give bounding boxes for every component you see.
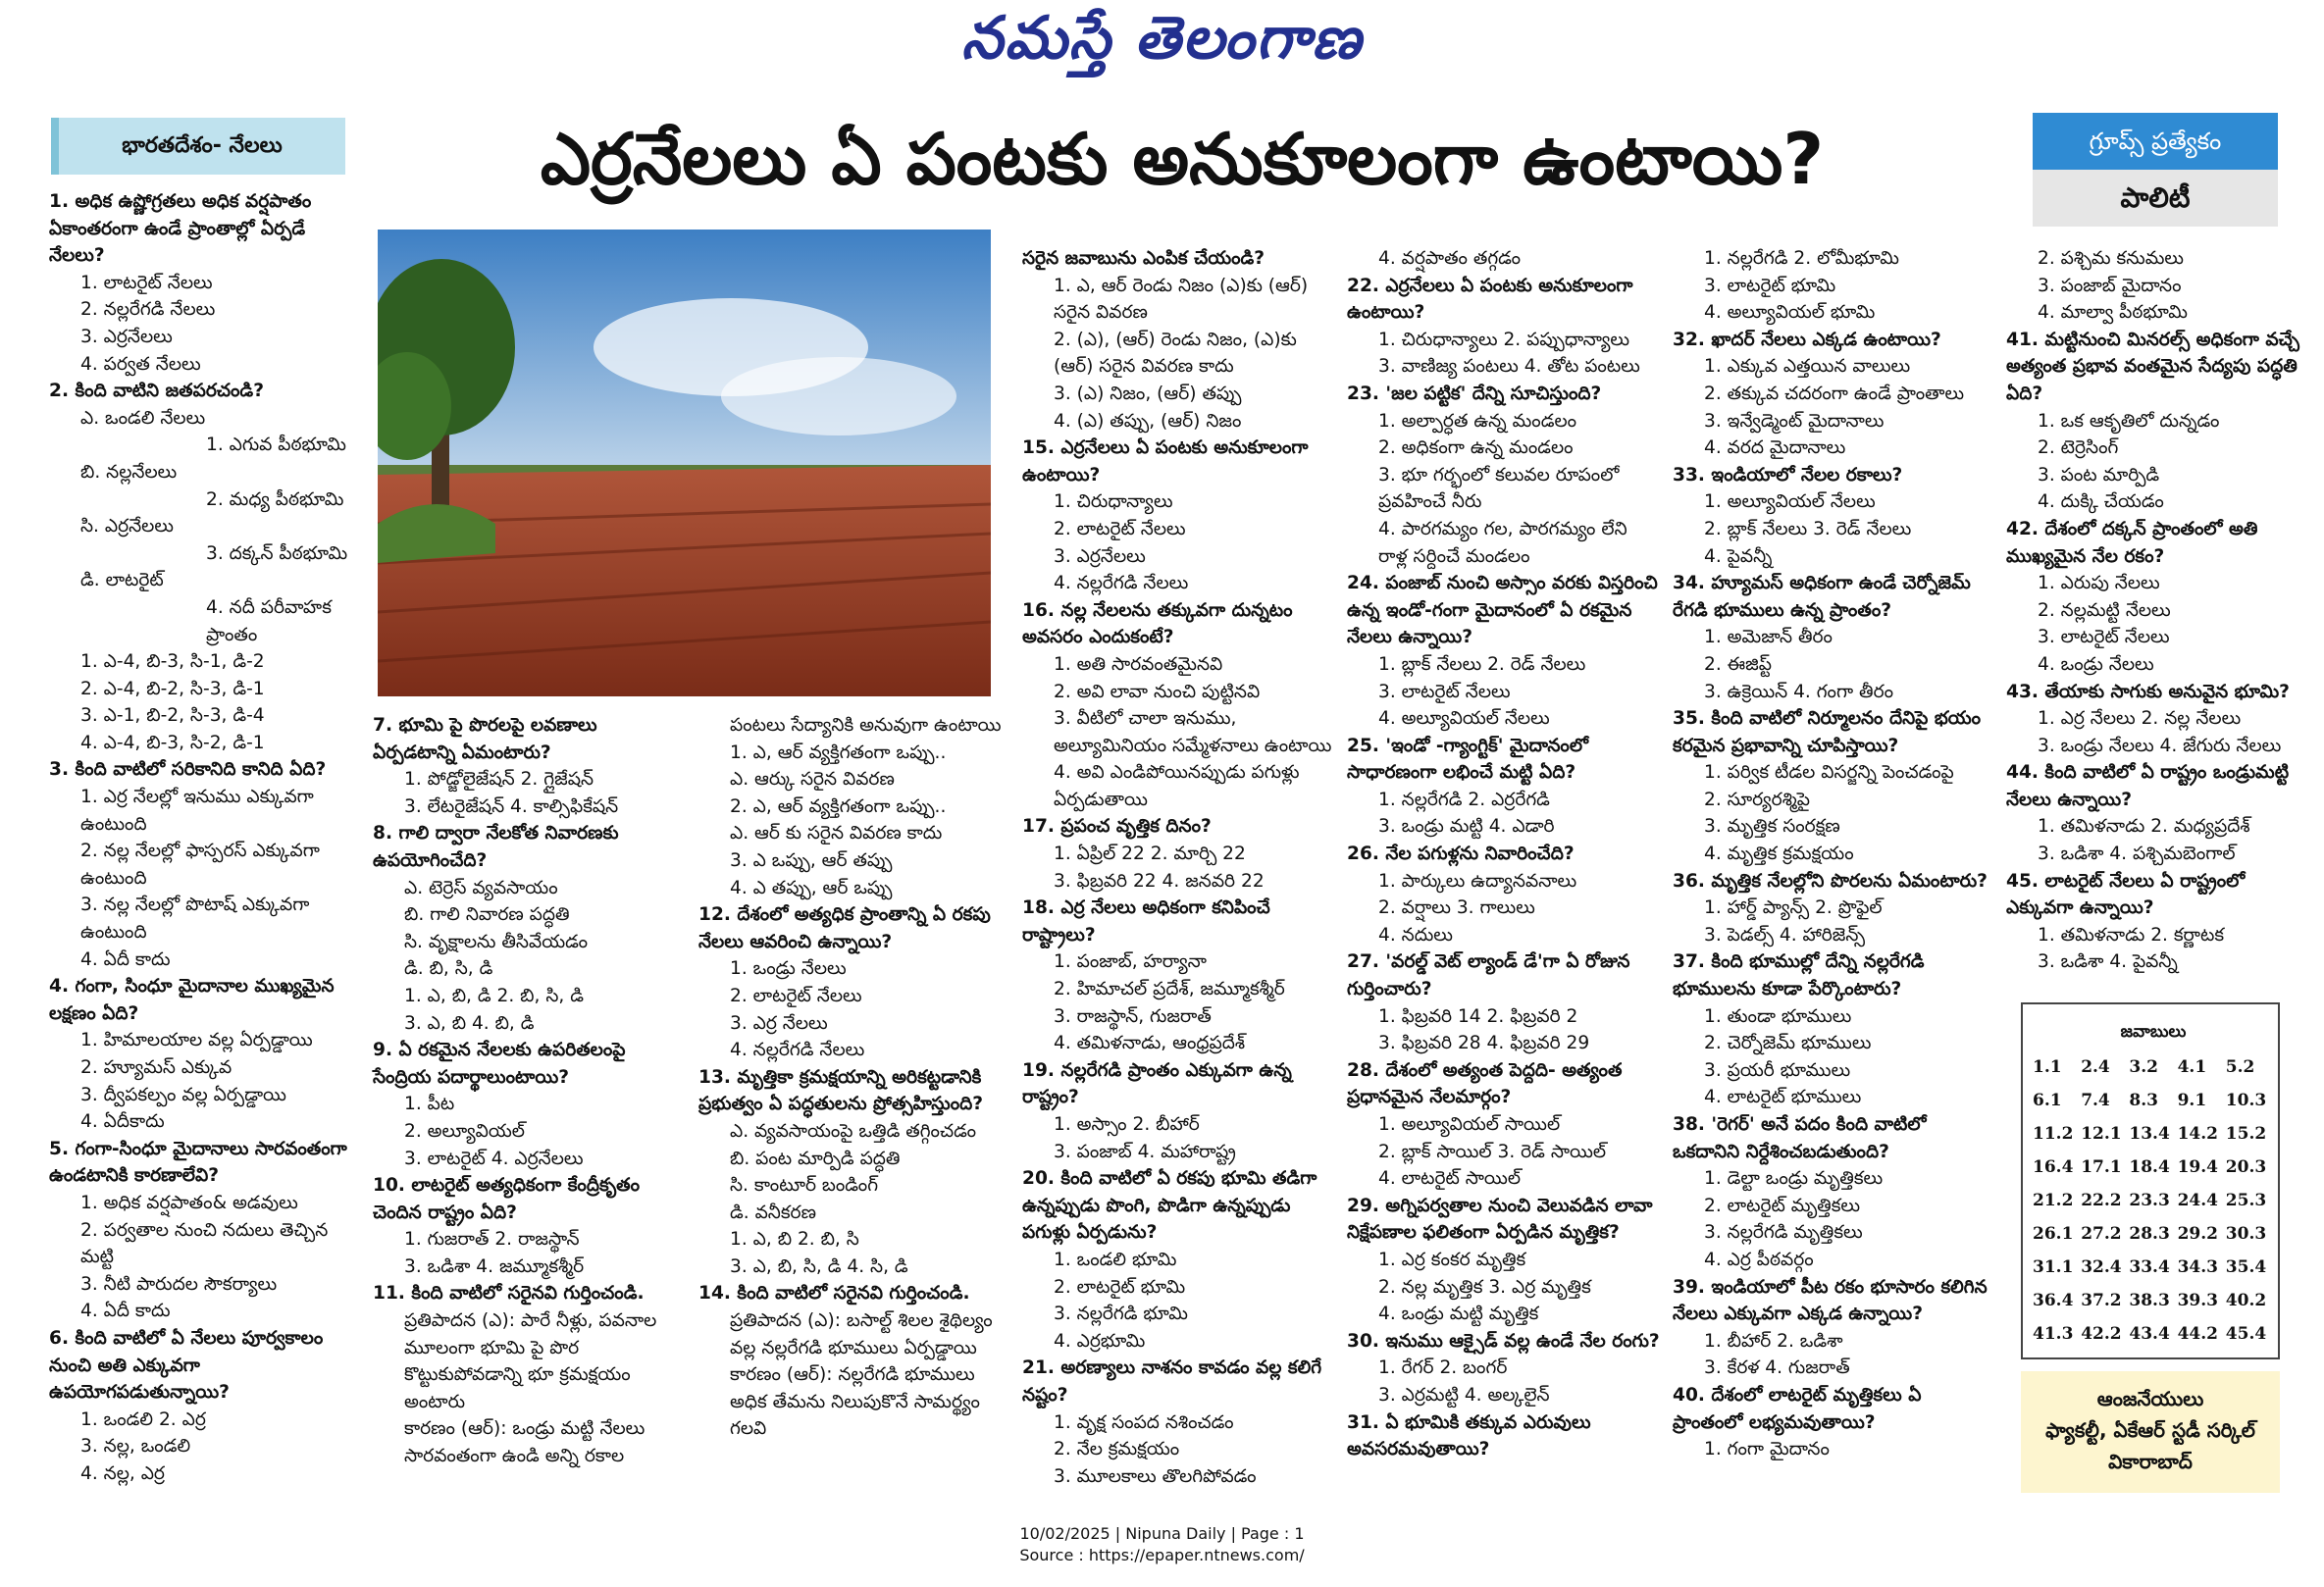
question-option: 1. డెల్టా ఒండ్రు మృత్తికలు	[1704, 1168, 1884, 1190]
answer-cell: 36.4	[2033, 1291, 2074, 1310]
answer-cell: 8.3	[2129, 1091, 2158, 1110]
question-text: 18. ఎర్ర నేలలు అధికంగా కనిపించే రాష్ట్రాలు?	[1022, 897, 1270, 946]
question-option: 1. ఎ, బి, డి 2. బి, సి, డి	[404, 985, 584, 1006]
question-option: 4. నల్లరేగడి నేలలు	[1054, 573, 1189, 594]
question-option: 3. పంజాబ్ 4. మహారాష్ట్ర	[1054, 1141, 1236, 1162]
question-text: 35. కింది వాటిలో నిర్మూలనం దేనిపై భయం కరమైన ప్రభావాన్ని చూపిస్తాయి?	[1673, 708, 1982, 756]
answer-cell: 44.2	[2177, 1324, 2218, 1344]
question-option: 3. నల్ల, ఒండలి	[80, 1436, 191, 1458]
question-option: ఎ. ఆర్ కు సరైన వివరణ కాదు	[730, 823, 943, 845]
question-option: 1. పీట	[404, 1094, 455, 1115]
question-option: బి. గాలి నివారణ పద్ధతి	[404, 904, 570, 926]
question-option: సి. వృక్షాలను తీసివేయడం	[404, 931, 589, 952]
question-option: 1. ఎక్కువ ఎత్తయిన వాలులు	[1704, 356, 1911, 378]
question-option: బి. నల్లనేలలు	[80, 461, 178, 483]
red-soil-field-photo	[378, 230, 991, 696]
question-option: 1. ఎ, ఆర్ వ్యక్తిగతంగా ఒప్పు..	[730, 742, 947, 763]
answer-cell: 15.2	[2225, 1124, 2267, 1144]
question-option: 3. ఎర్రనేలలు	[80, 326, 173, 347]
question-option: కారణం (ఆర్): నల్లరేగడి భూములు అధిక తేమను నిలుపుకొనే సామర్థ్యం గలవి	[730, 1364, 980, 1440]
question-text: 29. అగ్నిపర్వతాల నుంచి వెలువడిన లావా నిక్షేపణాల ఫలితంగా ఏర్పడిన మృత్తిక?	[1347, 1195, 1653, 1244]
question-text: 42. దేశంలో దక్కన్ ప్రాంతంలో అతి ముఖ్యమైన నేల రకం?	[2006, 518, 2258, 567]
question-option: 1. అమెజాన్ తీరం	[1704, 627, 1833, 648]
question-option: 3. కేరళ 4. గుజరాత్	[1704, 1357, 1850, 1379]
question-option: 1. ఎర్ర కంకర మృత్తిక	[1378, 1249, 1526, 1270]
question-option: 4. ఎర్ర పీఠవర్గం	[1704, 1249, 1814, 1270]
question-option: 2. నల్ల మృత్తిక 3. ఎర్ర మృత్తిక	[1378, 1276, 1591, 1298]
answer-cell: 16.4	[2033, 1157, 2074, 1177]
footer-date-line: 10/02/2025 | Nipuna Daily | Page : 1	[1019, 1524, 1305, 1543]
question-text: 34. హ్యూమస్ అధికంగా ఉండే చెర్నోజెమ్ రేగడి భూములు ఉన్న ప్రాంతం?	[1673, 573, 1971, 621]
question-option: 1. ఎగువ పీఠభూమి	[206, 435, 346, 456]
question-option: బి. పంట మార్పిడి పద్ధతి	[730, 1148, 901, 1169]
question-option: 2. నల్లమట్టి నేలలు	[2038, 599, 2171, 621]
question-option: 1. ఎర్ర నేలల్లో ఇనుము ఎక్కువగా ఉంటుంది	[80, 787, 314, 835]
question-column-4	[1022, 245, 1334, 1490]
question-option: 1. చిరుధాన్యాలు	[1054, 491, 1173, 513]
question-option: 2. వర్షాలు 3. గాలులు	[1378, 897, 1535, 919]
question-option: 1. అల్యూవియల్ నేలలు	[1704, 491, 1876, 513]
question-option: 1. తుండా భూములు	[1704, 1005, 1852, 1027]
question-option: 1. అస్సాం 2. బీహార్	[1054, 1114, 1200, 1135]
question-option: 3. లాటరైట్ నేలలు	[1378, 681, 1511, 702]
question-option: 1. లాటరైట్ నేలలు	[80, 272, 213, 293]
question-column-3	[698, 712, 1007, 1443]
question-option: 4. ఎ తప్పు, ఆర్ ఒప్పు	[730, 877, 893, 898]
question-option: పంటలు సేద్యానికి అనువుగా ఉంటాయి	[730, 715, 1002, 736]
answer-key-title: జవాబులు	[2120, 1022, 2187, 1042]
answer-cell: 33.4	[2129, 1257, 2170, 1277]
question-option: 4. నదులు	[1378, 924, 1453, 946]
question-option: 3. లాటరైట్ నేలలు	[2038, 627, 2170, 648]
question-option: 2. బ్లాక్ నేలలు 3. రెడ్ నేలలు	[1704, 518, 1912, 539]
question-option: 3. ఉక్రెయిన్ 4. గంగా తీరం	[1704, 681, 1894, 702]
question-option: 2. ఎ, ఆర్ వ్యక్తిగతంగా ఒప్పు..	[730, 795, 947, 817]
question-option: డి. వనీకరణ	[730, 1202, 816, 1223]
question-text: 32. ఖాదర్ నేలలు ఎక్కడ ఉంటాయి?	[1673, 329, 1941, 350]
question-option: 3. పంజాబ్ మైదానం	[2038, 275, 2182, 296]
question-option: 4. ఏదీ కాదు	[80, 1301, 171, 1322]
question-option: 3. (ఎ) నిజం, (ఆర్) తప్పు	[1054, 383, 1242, 404]
question-option: ప్రతిపాదన (ఎ): పారే నీళ్లు, పవనాల మూలంగా భూమి పై పొర కొట్టుకుపోవడాన్ని భూ క్రమక్షయం అంటారు	[404, 1310, 657, 1412]
question-option: డి. లాటరైట్	[80, 570, 164, 591]
author-location: వికారాబాద్	[2108, 1450, 2193, 1473]
question-option: 3. ఎ, బి 4. బి, డి	[404, 1012, 535, 1034]
question-option: 1. పర్విక టీడల విసర్జన్ని పెంచడంపై	[1704, 762, 1954, 784]
question-option: 3. పెడల్స్ 4. హారిజెన్స్	[1704, 924, 1866, 946]
answer-cell: 41.3	[2033, 1324, 2074, 1344]
question-option: ప్రతిపాదన (ఎ): బసాల్ట్ శిలల శైథిల్యం వల్ల నల్లరేగడి భూములు ఏర్పడ్డాయి	[730, 1310, 993, 1358]
author-box	[2021, 1371, 2280, 1493]
group-label: గ్రూప్స్ ప్రత్యేకం	[2033, 113, 2278, 170]
question-option: 3. దక్కన్ పీఠభూమి	[206, 542, 348, 564]
question-option: కారణం (ఆర్): ఒండ్రు మట్టి నేలలు సారవంతంగా ఉండి అన్ని రకాల	[404, 1418, 646, 1467]
question-option: 3. ఇన్వేడ్మెంట్ మైదానాలు	[1704, 410, 1885, 432]
question-option: 4. పర్వత నేలలు	[80, 353, 201, 375]
answer-cell: 45.4	[2225, 1324, 2267, 1344]
question-option: 1. పోడ్జోలైజేషన్ 2. గ్లైజేషన్	[404, 769, 594, 791]
answer-cell: 30.3	[2225, 1224, 2267, 1244]
question-option: 2. సూర్యరశ్మిపై	[1704, 789, 1810, 810]
question-option: 4. (ఎ) తప్పు, (ఆర్) నిజం	[1054, 410, 1242, 432]
question-option: 3. ఒడిశా 4. పైవన్నీ	[2038, 951, 2178, 973]
question-column-5	[1347, 245, 1661, 1463]
question-option: 1. అధిక వర్షపాతం& అడవులు	[80, 1192, 298, 1213]
question-option: 4. ఏదీ కాదు	[80, 948, 171, 970]
question-option: 4. అల్యూవియల్ నేలలు	[1378, 708, 1550, 730]
question-option: 3. ప్రయరీ భూములు	[1704, 1059, 1851, 1081]
question-text: 31. ఏ భూమికి తక్కువ ఎరువులు అవసరమవుతాయి?	[1347, 1411, 1591, 1460]
question-text: 39. ఇండియాలో పీట రకం భూసారం కలిగిన నేలలు ఎక్కువగా ఎక్కడ ఉన్నాయి?	[1673, 1276, 1988, 1325]
answer-grid	[2033, 1057, 2274, 1344]
question-option: 3. వీటిలో చాలా ఇనుము, అల్యూమినియం సమ్మేళనాలు ఉంటాయి	[1054, 708, 1332, 756]
question-option: 3. మృత్తిక సంరక్షణ	[1704, 816, 1840, 838]
question-text: 30. ఇనుము ఆక్సైడ్ వల్ల ఉండే నేల రంగు?	[1347, 1330, 1660, 1352]
question-option: 4. పైవన్నీ	[1704, 545, 1773, 567]
question-text: 5. గంగా-సింధూ మైదానాలు సారవంతంగా ఉండటానికి కారణాలేవి?	[49, 1138, 347, 1187]
question-option: 2. తక్కువ చదరంగా ఉండే ప్రాంతాలు	[1704, 383, 1965, 404]
question-option: ఎ. టెర్రెస్ వ్యవసాయం	[404, 877, 558, 898]
question-text: 37. కింది భూముల్లో దేన్ని నల్లరేగడి భూములను కూడా పేర్కొంటారు?	[1673, 951, 1925, 1000]
question-option: సి. కాంటూర్ బండింగ్	[730, 1175, 879, 1197]
question-text: 2. కింది వాటిని జతపరచండి?	[49, 381, 264, 402]
question-option: 1. ఎ, ఆర్ రెండు నిజం (ఎ)కు (ఆర్) సరైన వివరణ	[1054, 275, 1309, 324]
question-option: 1. నల్లరేగడి 2. ఎర్రరేగడి	[1378, 789, 1550, 810]
answer-cell: 35.4	[2225, 1257, 2267, 1277]
question-option: సి. ఎర్రనేలలు	[80, 516, 174, 538]
question-option: 3. వాణిజ్య పంటలు 4. తోట పంటలు	[1378, 356, 1640, 378]
question-option: 3. ఒడిశా 4. జమ్మూకశ్మీర్	[404, 1255, 585, 1277]
question-option: 1. వృక్ష సంపద నశించడం	[1054, 1411, 1234, 1433]
question-text: 33. ఇండియాలో నేలల రకాలు?	[1673, 464, 1903, 486]
question-option: ఎ. ఒండలి నేలలు	[80, 407, 206, 429]
question-option: 1. ఫిబ్రవరి 14 2. ఫిబ్రవరి 2	[1378, 1005, 1578, 1027]
section-tag: భారతదేశం- నేలలు	[51, 118, 345, 175]
question-text: 20. కింది వాటిలో ఏ రకపు భూమి తడిగా ఉన్నప్పుడు పొంగి, పొడిగా ఉన్నప్పుడు పగుళ్లు ఏర్పడును?	[1022, 1168, 1317, 1244]
question-option: 4. నల్ల, ఎర్ర	[80, 1462, 165, 1484]
question-option: 2. చెర్నోజెమ్ భూములు	[1704, 1033, 1872, 1054]
question-text: 15. ఎర్రనేలలు ఏ పంటకు అనుకూలంగా ఉంటాయి?	[1022, 437, 1309, 486]
answer-cell: 20.3	[2225, 1157, 2267, 1177]
question-option: 3. ఎర్ర నేలలు	[730, 1012, 828, 1034]
question-option: 2. హిమాచల్ ప్రదేశ్, జమ్మూకశ్మీర్	[1054, 979, 1285, 1000]
question-option: 3. లేటరైజేషన్ 4. కాల్సిఫికేషన్	[404, 795, 619, 817]
question-text: 3. కింది వాటిలో సరికానిది కానిది ఏది?	[49, 759, 327, 781]
answer-cell: 25.3	[2225, 1191, 2267, 1210]
question-option: 4. మాల్వా పీఠభూమి	[2038, 302, 2188, 324]
answer-cell: 11.2	[2033, 1124, 2074, 1144]
answer-cell: 32.4	[2081, 1257, 2122, 1277]
question-option: 4. అల్యూవియల్ భూమి	[1704, 302, 1876, 324]
question-text: 7. భూమి పై పొరలపై లవణాలు ఏర్పడటాన్ని ఏమంటారు?	[373, 715, 597, 763]
answer-cell: 9.1	[2177, 1091, 2207, 1110]
question-option: 2. ఎ-4, బి-2, సి-3, డి-1	[80, 678, 265, 699]
question-option: 1. బ్లాక్ నేలలు 2. రెడ్ నేలలు	[1378, 653, 1586, 675]
question-option: 1. బీహార్ 2. ఒడిశా	[1704, 1330, 1843, 1352]
question-text: 41. మట్టినుంచి మినరల్స్ అధికంగా వచ్చే అత్యంత ప్రభావ వంతమైన సేద్యపు పద్ధతి ఏది?	[2006, 329, 2299, 404]
question-option: 3. ఒండ్రు నేలలు 4. జేగురు నేలలు	[2038, 735, 2282, 756]
footer-source-line: Source : https://epaper.ntnews.com/	[1019, 1546, 1305, 1564]
question-text: 26. నేల పగుళ్లను నివారించేది?	[1347, 844, 1575, 865]
question-text: 36. మృత్తిక నేలల్లోని పొరలను ఏమంటారు?	[1673, 870, 1988, 892]
question-option: 1. నల్లరేగడి 2. లోమీభూమి	[1704, 248, 1899, 269]
question-text: 12. దేశంలో అత్యధిక ప్రాంతాన్ని ఏ రకపు నేలలు ఆవరించి ఉన్నాయి?	[698, 904, 991, 952]
answer-cell: 40.2	[2225, 1291, 2267, 1310]
question-option: 2. లాటరైట్ మృత్తికలు	[1704, 1195, 1861, 1216]
question-option: 2. లాటరైట్ భూమి	[1054, 1276, 1186, 1298]
question-option: 3. నల్లరేగడి మృత్తికలు	[1704, 1222, 1863, 1244]
question-option: 1. అతి సారవంతమైనవి	[1054, 653, 1223, 675]
answer-cell: 26.1	[2033, 1224, 2074, 1244]
question-column-6	[1673, 245, 1996, 1463]
question-option: 4. ఏదీకాదు	[80, 1111, 165, 1133]
question-option: 1. ఎ, బి 2. బి, సి	[730, 1229, 859, 1251]
question-option: 1. గంగా మైదానం	[1704, 1439, 1830, 1460]
question-option: 4. దుక్కి చేయడం	[2038, 491, 2164, 513]
question-option: 2. నేల క్రమక్షయం	[1054, 1439, 1180, 1460]
answer-cell: 17.1	[2081, 1157, 2122, 1177]
question-option: 2. హ్యూమస్ ఎక్కువ	[80, 1057, 232, 1078]
question-option: 4. నదీ పరీవాహక ప్రాంతం	[206, 596, 332, 645]
answer-cell: 13.4	[2129, 1124, 2170, 1144]
question-option: 2. నల్ల నేలల్లో ఫాస్పరస్ ఎక్కువగా ఉంటుంది	[80, 841, 320, 889]
answer-cell: 22.2	[2081, 1191, 2122, 1210]
question-text: 27. 'వరల్డ్ వెట్ ల్యాండ్ డే'గా ఏ రోజున గుర్తించారు?	[1347, 951, 1630, 1000]
question-option: 3. లాటరైట్ భూమి	[1704, 275, 1836, 296]
question-option: 1. ఎర్ర నేలలు 2. నల్ల నేలలు	[2038, 708, 2242, 730]
author-affiliation: ఫ్యాకల్టీ, ఏకేఆర్ స్టడీ సర్కిల్	[2045, 1418, 2255, 1442]
question-option: 2. అవి లావా నుంచి పుట్టినవి	[1054, 681, 1261, 702]
question-option: 4. అవి ఎండిపోయినప్పుడు పగుళ్లు ఏర్పడుతాయి	[1054, 762, 1300, 810]
answer-cell: 27.2	[2081, 1224, 2122, 1244]
question-option: 4. లాటరైట్ భూములు	[1704, 1087, 1862, 1108]
question-option: 2. టెర్రెసింగ్	[2038, 437, 2119, 459]
question-option: 1. చిరుధాన్యాలు 2. పప్పుధాన్యాలు	[1378, 329, 1630, 350]
question-option: 3. భూ గర్భంలో కలువల రూపంలో ప్రవహించే నీరు	[1378, 464, 1620, 513]
answer-cell: 6.1	[2033, 1091, 2062, 1110]
question-option: 1. హార్డ్ ప్యాన్స్ 2. ప్రొఫైల్	[1704, 897, 1883, 919]
question-option: 1. గుజరాత్ 2. రాజస్థాన్	[404, 1229, 580, 1251]
question-option: 1. ఏప్రిల్ 22 2. మార్చి 22	[1054, 844, 1246, 865]
question-text: 8. గాలి ద్వారా నేలకోత నివారణకు ఉపయోగించేది?	[373, 823, 619, 871]
answer-cell: 19.4	[2177, 1157, 2218, 1177]
question-text: 40. దేశంలో లాటరైట్ మృత్తికలు ఏ ప్రాంతంలో లభ్యమవుతాయి?	[1673, 1384, 1922, 1433]
answer-cell: 21.2	[2033, 1191, 2074, 1210]
question-option: 4. పారగమ్యం గల, పారగమ్యం లేని రాళ్ల సర్దించే మండలం	[1378, 518, 1627, 567]
question-option: 2. పశ్చిమ కనుమలు	[2038, 248, 2184, 269]
question-option: 1. హిమాలయాల వల్ల ఏర్పడ్డాయి	[80, 1030, 313, 1051]
question-option: 3. ఒండ్రు మట్టి 4. ఎడారి	[1378, 816, 1555, 838]
question-option: 3. ఫిబ్రవరి 22 4. జనవరి 22	[1054, 870, 1265, 892]
question-option: 4. తమిళనాడు, ఆంధ్రప్రదేశ్	[1054, 1033, 1246, 1054]
answer-cell: 34.3	[2177, 1257, 2218, 1277]
question-text: 45. లాటరైట్ నేలలు ఏ రాష్ట్రంలో ఎక్కువగా ఉన్నాయి?	[2006, 870, 2246, 919]
answer-cell: 24.4	[2177, 1191, 2218, 1210]
question-option: 3. పంట మార్పిడి	[2038, 464, 2160, 486]
question-option: 1. ఎరుపు నేలలు	[2038, 573, 2160, 594]
answer-cell: 23.3	[2129, 1191, 2170, 1210]
answer-cell: 5.2	[2225, 1057, 2255, 1077]
question-option: 1. తమిళనాడు 2. మధ్యప్రదేశ్	[2038, 816, 2250, 838]
group-label-box	[2033, 113, 2278, 227]
question-text: 44. కింది వాటిలో ఏ రాష్ట్రం ఒండ్రుమట్టి నేలలు ఉన్నాయి?	[2006, 762, 2290, 810]
subject-label: పాలిటీ	[2033, 170, 2278, 227]
question-option: 3. ఎ, బి, సి, డి 4. సి, డి	[730, 1255, 908, 1277]
question-option: 3. ఎర్రనేలలు	[1054, 545, 1146, 567]
question-text: సరైన జవాబును ఎంపిక చేయండి?	[1022, 248, 1265, 269]
question-text: 21. అరణ్యాలు నాశనం కావడం వల్ల కలిగే నష్టం?	[1022, 1357, 1322, 1406]
answer-cell: 12.1	[2081, 1124, 2122, 1144]
question-option: 3. మూలకాలు తొలగిపోవడం	[1054, 1465, 1257, 1487]
question-text: 14. కింది వాటిలో సరైనవి గుర్తించండి.	[698, 1283, 970, 1305]
question-text: 43. తేయాకు సాగుకు అనువైన భూమి?	[2006, 681, 2290, 702]
question-option: ఎ. ఆర్కు సరైన వివరణ	[730, 769, 895, 791]
question-text: 1. అధిక ఉష్ణోగ్రతలు అధిక వర్షపాతం ఏకాంతరంగా ఉండే ప్రాంతాల్లో ఏర్పడే నేలలు?	[49, 191, 312, 267]
answer-cell: 3.2	[2129, 1057, 2158, 1077]
answer-cell: 14.2	[2177, 1124, 2218, 1144]
question-text: 10. లాటరైట్ అత్యధికంగా కేంద్రీకృతం చెందిన రాష్ట్రం ఏది?	[373, 1175, 641, 1223]
question-option: 2. పర్వతాల నుంచి నదులు తెచ్చిన మట్టి	[80, 1219, 329, 1268]
question-option: 3. లాటరైట్ 4. ఎర్రనేలలు	[404, 1148, 584, 1169]
question-column-7	[2006, 245, 2300, 976]
question-text: 6. కింది వాటిలో ఏ నేలలు పూర్వకాలం నుంచి అతి ఎక్కువగా ఉపయోగపడుతున్నాయి?	[49, 1327, 324, 1404]
question-option: 3. రాజస్థాన్, గుజరాత్	[1054, 1005, 1212, 1027]
question-option: 4. మృత్తిక క్రమక్షయం	[1704, 844, 1854, 865]
question-option: 3. ఎ ఒప్పు, ఆర్ తప్పు	[730, 849, 893, 871]
answer-cell: 29.2	[2177, 1224, 2218, 1244]
answer-cell: 37.2	[2081, 1291, 2122, 1310]
question-column-1	[49, 188, 348, 1488]
question-option: 3. ఎర్రమట్టి 4. అల్కలైన్	[1378, 1384, 1550, 1406]
masthead: నమస్తే తెలంగాణ	[960, 4, 1364, 73]
question-option: డి. బి, సి, డి	[404, 958, 493, 980]
answer-cell: 38.3	[2129, 1291, 2170, 1310]
question-option: 1. రేగర్ 2. బంగర్	[1378, 1357, 1508, 1379]
question-option: 1. ఒండ్రు నేలలు	[730, 958, 847, 980]
question-option: 4. ఎ-4, బి-3, సి-2, డి-1	[80, 732, 265, 753]
question-option: 4. ఒండ్రు నేలలు	[2038, 653, 2154, 675]
question-option: 2. లాటరైట్ నేలలు	[1054, 518, 1186, 539]
question-text: 23. 'జల పట్టిక' దేన్ని సూచిస్తుంది?	[1347, 383, 1602, 404]
question-option: 3. ద్వీపకల్పం వల్ల ఏర్పడ్డాయి	[80, 1084, 286, 1105]
answer-key	[2021, 1002, 2280, 1359]
answer-cell: 2.4	[2081, 1057, 2110, 1077]
question-option: 4. వరద మైదానాలు	[1704, 437, 1846, 459]
question-option: 1. అల్యూవియల్ సాయిల్	[1378, 1114, 1561, 1135]
question-option: 3. నల్లరేగడి భూమి	[1054, 1304, 1188, 1325]
answer-cell: 4.1	[2177, 1057, 2207, 1077]
question-option: 1. అల్పార్ధత ఉన్న మండలం	[1378, 410, 1577, 432]
question-text: 19. నల్లరేగడి ప్రాంతం ఎక్కువగా ఉన్న రాష్ట్రం?	[1022, 1059, 1292, 1108]
answer-cell: 1.1	[2033, 1057, 2062, 1077]
question-text: 4. గంగా, సింధూ మైదానాల ముఖ్యమైన లక్షణం ఏది?	[49, 976, 335, 1024]
answer-cell: 28.3	[2129, 1224, 2170, 1244]
question-option: 4. ఎర్రభూమి	[1054, 1330, 1146, 1352]
answer-cell: 42.2	[2081, 1324, 2122, 1344]
question-text: 28. దేశంలో అత్యంత పెద్దది- అత్యంత ప్రధానమైన నేలమార్గం?	[1347, 1059, 1623, 1108]
question-option: 1. ఒక ఆకృతిలో దున్నడం	[2038, 410, 2220, 432]
question-option: 4. వర్షపాతం తగ్గడం	[1378, 248, 1522, 269]
question-column-2	[373, 712, 682, 1470]
question-text: 24. పంజాబ్ నుంచి అస్సాం వరకు విస్తరించి ఉన్న ఇండో-గంగా మైదానంలో ఏ రకమైన నేలలు ఉన్నాయి?	[1347, 573, 1658, 648]
question-text: 17. ప్రపంచ వృత్తిక దినం?	[1022, 816, 1212, 838]
question-option: 1. పార్కులు ఉద్యానవనాలు	[1378, 870, 1577, 892]
question-text: 16. నల్ల నేలలను తక్కువగా దున్నటం అవసరం ఎందుకంటే?	[1022, 599, 1293, 648]
answer-cell: 10.3	[2225, 1091, 2267, 1110]
question-option: 2. బ్లాక్ సాయిల్ 3. రెడ్ సాయిల్	[1378, 1141, 1607, 1162]
answer-cell: 43.4	[2129, 1324, 2170, 1344]
question-text: 13. మృత్తికా క్రమక్షయాన్ని అరికట్టడానికి ప్రభుత్వం ఏ పద్ధతులను ప్రోత్సహిస్తుంది?	[698, 1066, 984, 1115]
question-option: 4. లాటరైట్ సాయిల్	[1378, 1168, 1522, 1190]
footer	[0, 1523, 2324, 1566]
question-text: 9. ఏ రకమైన నేలలకు ఉపరితలంపై సేంద్రియ పదార్థాలుంటాయి?	[373, 1040, 626, 1088]
question-option: 3. ఎ-1, బి-2, సి-3, డి-4	[80, 705, 265, 727]
question-option: ఎ. వ్యవసాయంపై ఒత్తిడి తగ్గించడం	[730, 1120, 977, 1142]
question-option: 2. నల్లరేగడి నేలలు	[80, 299, 216, 321]
question-option: 4. ఒండ్రు మట్టి మృత్తిక	[1378, 1304, 1539, 1325]
question-text: 22. ఎర్రనేలలు ఏ పంటకు అనుకూలంగా ఉంటాయి?	[1347, 275, 1633, 324]
headline: ఎర్రనేలలు ఏ పంటకు అనుకూలంగా ఉంటాయి?	[540, 118, 1825, 200]
question-option: 3. నల్ల నేలల్లో పొటాష్ ఎక్కువగా ఉంటుంది	[80, 895, 310, 944]
author-name: ఆంజనేయులు	[2096, 1387, 2204, 1410]
question-option: 1. ఎ-4, బి-3, సి-1, డి-2	[80, 651, 265, 673]
answer-cell: 39.3	[2177, 1291, 2218, 1310]
question-option: 3. ఫిబ్రవరి 28 4. ఫిబ్రవరి 29	[1378, 1033, 1590, 1054]
question-option: 2. అల్యూవియల్	[404, 1120, 525, 1142]
question-option: 3. నీటి పారుదల సౌకర్యాలు	[80, 1273, 278, 1295]
question-option: 1. ఒండలి 2. ఎర్ర	[80, 1408, 206, 1430]
question-text: 38. 'రెగర్' అనే పదం కింది వాటిలో ఒకదానిని నిర్దేశించబడుతుంది?	[1673, 1114, 1927, 1162]
question-option: 2. ఈజిప్ట్	[1704, 653, 1772, 675]
answer-cell: 18.4	[2129, 1157, 2170, 1177]
question-text: 11. కింది వాటిలో సరైనవి గుర్తించండి.	[373, 1283, 645, 1305]
question-option: 1. తమిళనాడు 2. కర్ణాటక	[2038, 924, 2225, 946]
question-option: 3. ఒడిశా 4. పశ్చిమబెంగాల్	[2038, 844, 2236, 865]
question-option: 2. లాటరైట్ నేలలు	[730, 985, 862, 1006]
question-option: 1. పంజాబ్, హర్యానా	[1054, 951, 1207, 973]
question-text: 25. 'ఇండో -గ్యాంగ్టిక్' మైదానంలో సాధారణంగా లభించే మట్టి ఏది?	[1347, 735, 1588, 784]
question-option: 2. మధ్య పీఠభూమి	[206, 488, 344, 510]
question-option: 2. అధికంగా ఉన్న మండలం	[1378, 437, 1574, 459]
question-option: 1. ఒండలి భూమి	[1054, 1249, 1177, 1270]
answer-cell: 31.1	[2033, 1257, 2074, 1277]
question-option: 4. నల్లరేగడి నేలలు	[730, 1040, 865, 1061]
question-option: 2. (ఎ), (ఆర్) రెండు నిజం, (ఎ)కు (ఆర్) సరైన వివరణ కాదు	[1054, 329, 1297, 378]
answer-cell: 7.4	[2081, 1091, 2110, 1110]
